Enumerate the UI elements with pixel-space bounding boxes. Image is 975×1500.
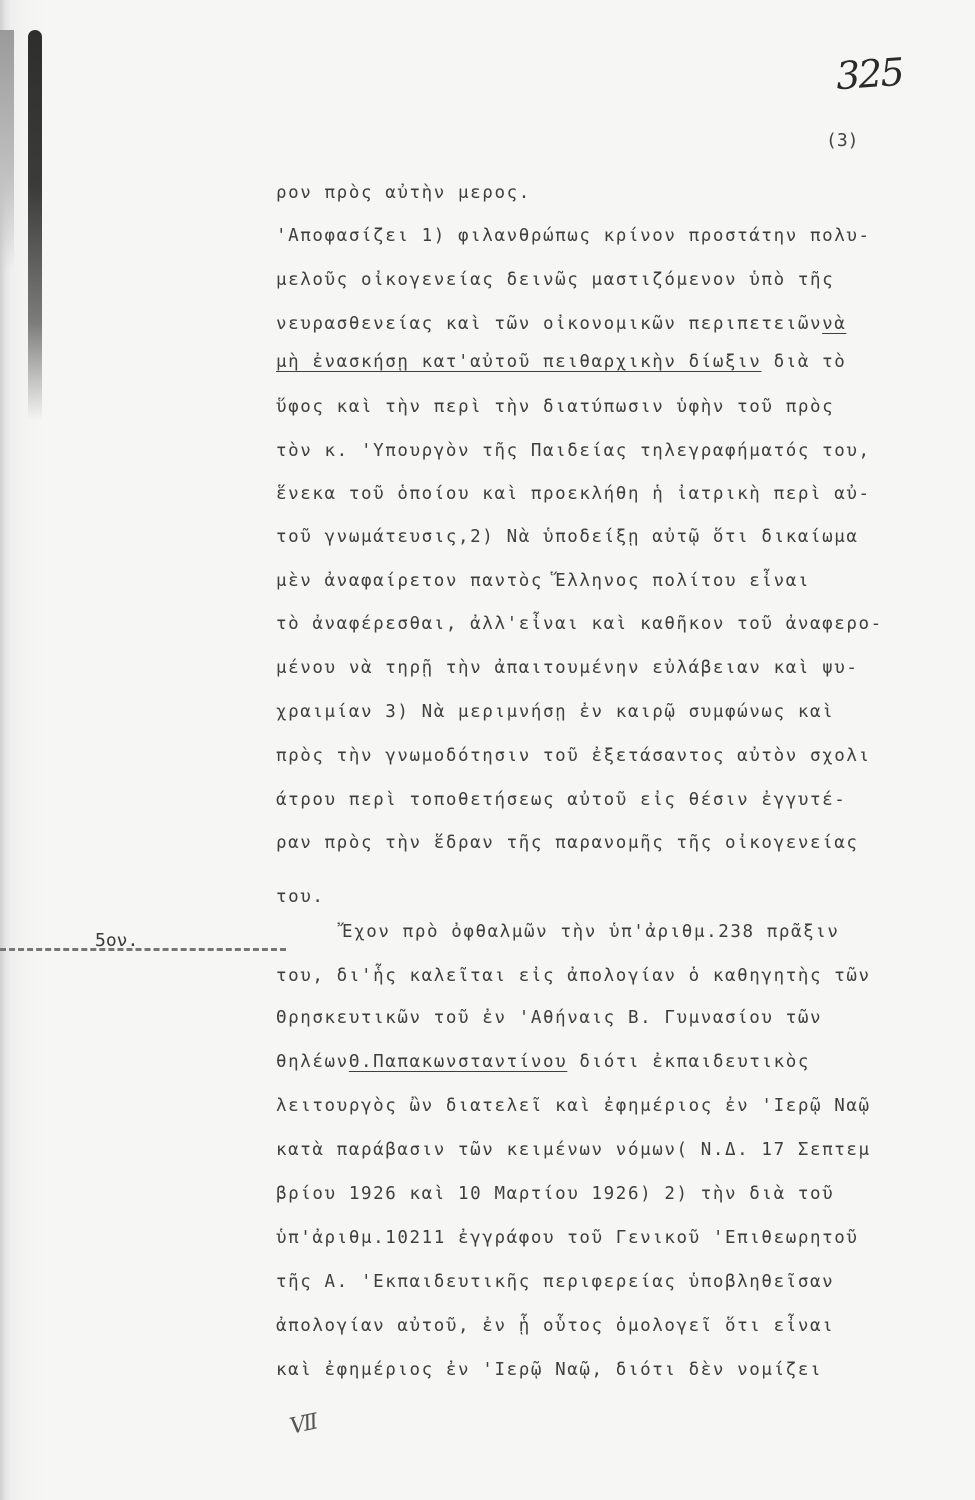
text-line: ἕνεκα τοῦ ὁποίου καὶ προεκλήθη ἡ ἰατρικὴ περὶ αὐ- [276,484,871,504]
text-line: τὸ ἀναφέρεσθαι, ἀλλ'εἶναι καὶ καθῆκον τοῦ ἀναφερο- [276,614,883,634]
text-line: Ἔχον πρὸ ὀφθαλμῶν τὴν ὑπ'ἀριθμ.238 πρᾶξιν [342,922,840,942]
text-line: βρίου 1926 καὶ 10 Μαρτίου 1926) 2) τὴν διὰ τοῦ [276,1184,835,1204]
text-line: του, δι'ἧς καλεῖται εἰς ἀπολογίαν ὁ καθηγητὴς τῶν [276,966,871,986]
text-segment: νευρασθενείας καὶ τῶν οἰκονομικῶν περιπετειῶν [276,314,823,334]
text-line: ὑπ'ἀριθμ.10211 ἐγγράφου τοῦ Γενικοῦ 'Επιθεωρητοῦ [276,1228,859,1248]
underlined-text: νὰ [822,314,847,334]
text-segment: διὰ τὸ [773,352,847,372]
text-line: μένου νὰ τηρῇ τὴν ἀπαιτουμένην εὐλάβειαν καὶ ψυ- [276,658,859,678]
folio-number: 325 [834,49,904,99]
text-line: Θρησκευτικῶν τοῦ ἐν 'Αθήναις Β. Γυμνασίου τῶν [276,1008,823,1028]
text-line [276,314,846,334]
text-line: του. [276,887,325,907]
text-segment: διότι ἐκπαιδευτικὸς [579,1052,811,1072]
text-line [276,352,846,372]
text-line: άτρου περὶ τοποθετήσεως αὐτοῦ εἰς θέσιν ἐγγυτέ- [276,790,847,810]
text-line [276,1052,810,1072]
text-line: ραν πρὸς τὴν ἕδραν τῆς παρανομῆς τῆς οἰκογενείας [276,833,859,853]
section-label: 5ον. [95,930,139,951]
text-line: τοῦ γνωμάτευσις,2) Νὰ ὑποδείξῃ αὐτῷ ὅτι δικαίωμα [276,527,859,547]
text-line: καὶ ἐφημέριος ἐν 'Ιερῷ Ναῷ, διότι δὲν νομίζει [276,1360,823,1380]
text-line: πρὸς τὴν γνωμοδότησιν τοῦ ἐξετάσαντος αὐτὸν σχολι [276,746,871,766]
underlined-text: μὴ ἐνασκήσῃ κατ'αὐτοῦ πειθαρχικὴν δίωξιν [276,352,762,372]
section-divider [0,948,286,951]
text-line: μὲν ἀναφαίρετον παντὸς Ἕλληνος πολίτου εἶναι [276,571,810,591]
text-line: ἀπολογίαν αὐτοῦ, ἐν ᾗ οὗτος ὁμολογεῖ ὅτι εἶναι [276,1316,835,1336]
text-line: μελοῦς οἰκογενείας δεινῶς μαστιζόμενον ὑπὸ τῆς [276,270,835,290]
text-segment: θηλέων [276,1052,349,1072]
text-line: τὸν κ. 'Υπουργὸν τῆς Παιδείας τηλεγραφήματός του, [276,441,871,461]
text-line: ὕφος καὶ τὴν περὶ τὴν διατύπωσιν ὑφὴν τοῦ πρὸς [276,397,835,417]
text-line: χραιμίαν 3) Νὰ μεριμνήσῃ ἐν καιρῷ συμφώνως καὶ [276,702,835,722]
underlined-name: Θ.Παπακωνσταντίνου [348,1052,568,1072]
text-line: λειτουργὸς ὢν διατελεῖ καὶ ἐφημέριος ἐν 'Ιερῷ Ναῷ [276,1096,871,1116]
binding-shadow [0,30,14,270]
text-line: 'Αποφασίζει 1) φιλανθρώπως κρίνον προστάτην πολυ- [276,226,871,246]
text-line: τῆς Α. 'Εκπαιδευτικῆς περιφερείας ὑποβληθεῖσαν [276,1272,835,1292]
handwritten-initials: Ⅶ [287,1409,321,1440]
text-line: ρον πρὸς αὐτὴν μερος. [276,183,531,203]
page-number: (3) [826,130,859,151]
binding-clip [28,30,42,420]
text-line: κατὰ παράβασιν τῶν κειμένων νόμων( Ν.Δ. 17 Σεπτεμ [276,1140,871,1160]
